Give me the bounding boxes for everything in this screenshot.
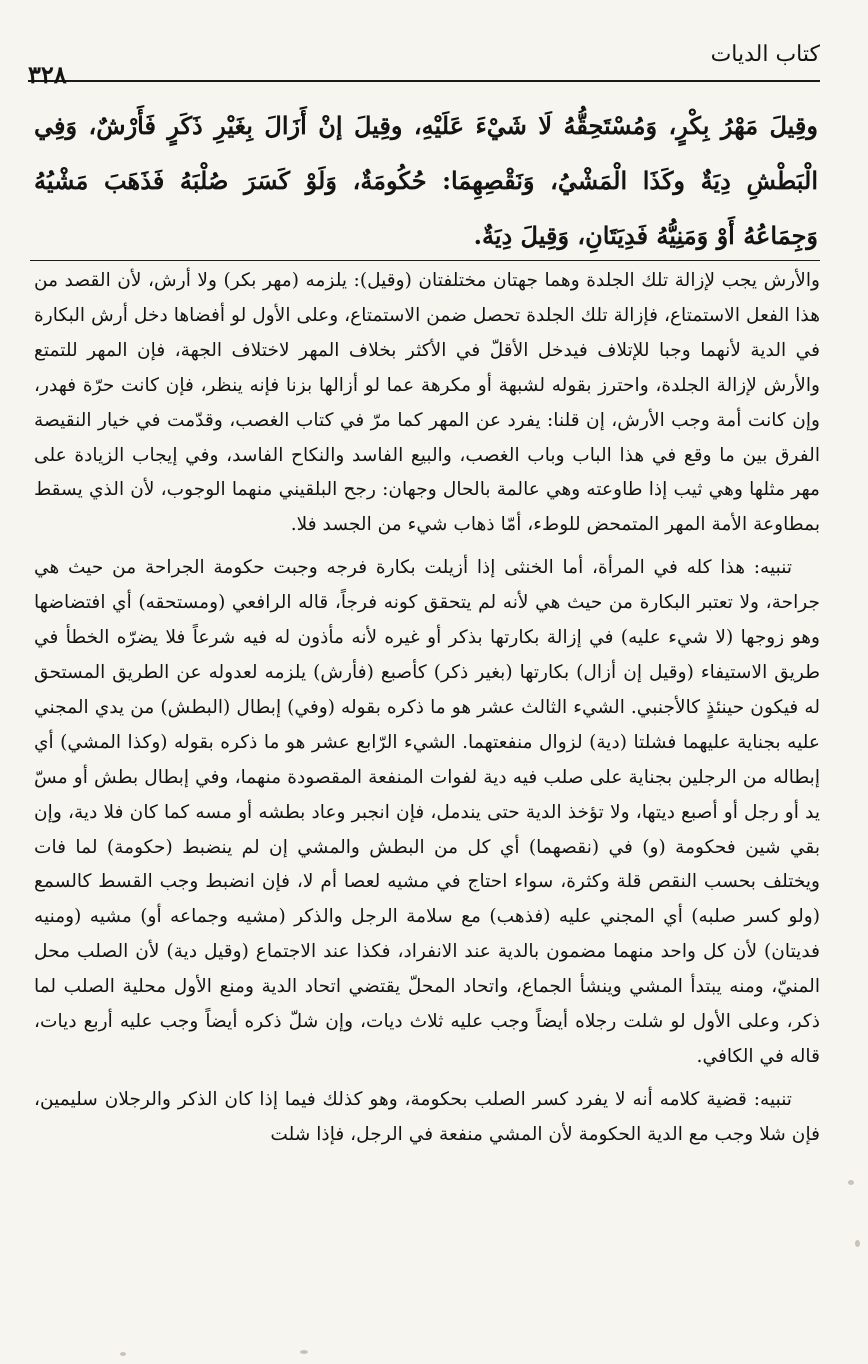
- sharh-commentary: [34, 264, 820, 1153]
- scan-noise: [300, 1350, 308, 1354]
- page-header: [28, 38, 820, 89]
- running-title: كتاب الديات: [710, 42, 820, 67]
- matn-text: وقِيلَ مَهْرُ بِكْرٍ، وَمُسْتَحِقُّهُ لَا شَيْءَ عَلَيْهِ، وقِيلَ إنْ أَزَالَ بِغَيْرِ ذَكَرٍ فَأَرْشٌ، وَفِي الْبَطْشِ دِيَةٌ وكَذَا الْمَشْيُ، وَنَقْصِهِمَا: حُكُومَةٌ، وَلَوْ كَسَرَ صُلْبَهُ فَذَهَبَ مَشْيُهُ وَجِمَاعُهُ أَوْ وَمَنِيُّهُ فَدِيَتَانِ، وَقِيلَ دِيَةٌ.: [34, 111, 818, 250]
- section-divider: [30, 260, 820, 261]
- tanbih-paragraph-1: تنبيه: هذا كله في المرأة، أما الخنثى إذا أزيلت بكارة فرجه وجبت حكومة الجراحة من حيث هي جراحة، ولا تعتبر البكارة من حيث هي لأنه لم يتحقق كونه فرجاً، قاله الرافعي (ومستحقه) أي افتضاضها وهو زوجها (لا شيء عليه) في إزالة بكارتها بذكر أو غيره لأنه مأذون له فيه شرعاً فلا يضرّه الخطأ في طريق الاستيفاء (وقيل إن أزال) بكارتها (بغير ذكر) كأصبع (فأرش) يلزمه لعدوله عن الطريق المستحق له فيكون حينئذٍ كالأجنبي. الشيء الثالث عشر هو ما ذكره بقوله (وفي) إبطال (البطش) من يدي المجني عليه بجناية عليهما فشلتا (دية) لزوال منفعتهما. الشيء الرّابع عشر هو ما ذكره بقوله (وكذا المشي) أي إبطاله من الرجلين بجناية على صلب فيه دية لفوات المنفعة المقصودة منهما، وفي إبطال بطش أو مسّ يد أو رجل أو أصبع ديتها، ولا تؤخذ الدية حتى يندمل، فإن انجبر وعاد بطشه أو مسه كما كان فلا دية، وإن بقي شين فحكومة (و) في (نقصهما) أي كل من البطش والمشي إن لم ينضبط (حكومة) لما فات ويختلف بحسب النقص قلة وكثرة، سواء احتاج في مشيه لعصا أم لا، فإن انضبط وجب القسط كالسمع (ولو كسر صلبه) أي المجني عليه (فذهب) مع سلامة الرجل والذكر (مشيه وجماعه أو) مشيه (ومنيه فديتان) لأن كل واحد منهما مضمون بالدية عند الانفراد، فكذا عند الاجتماع (وقيل دية) لأن الصلب محل المنيّ، ومنه يبتدأ المشي وينشأ الجماع، واتحاد المحلّ يقتضي اتحاد الدية ومنع الأول محلية الصلب لما ذكر، وعلى الأول لو شلت رجلاه أيضاً وجب عليه ثلاث ديات، وإن شلّ ذكره أيضاً وجب عليه أربع ديات، قاله في الكافي.: [34, 557, 821, 1067]
- scan-noise: [855, 1240, 860, 1247]
- sharh-paragraph-1: والأرش يجب لإزالة تلك الجلدة وهما جهتان مختلفتان (وقيل): يلزمه (مهر بكر) ولا أرش، لأن القصد من هذا الفعل الاستمتاع، فإزالة تلك الجلدة تحصل ضمن الاستمتاع، وعلى الأول لو أفضاها دخل أرش البكارة في الدية لأنهما وجبا للإتلاف فيدخل الأقلّ في الأكثر بخلاف المهر لاختلاف الجهة، فإن المهر للتمتع والأرش لإزالة الجلدة، واحترز بقوله لشبهة أو مكرهة عما لو أزالها بزنا فإنه ينظر، فإن كانت حرّة فهدر، وإن كانت أمة وجب الأرش، إن قلنا: يفرد عن المهر كما مرّ في كتاب الغصب، وقدّمت في خيار النقيصة الفرق بين ما وقع في هذا الباب وباب الغصب، والبيع الفاسد والنكاح الفاسد، وفي إيجاب الزيادة على مهر مثلها وهي ثيب إذا طاوعته وهي عالمة بالحال وجهان: رجح البلقيني منهما الوجوب، لأن الذي يسقط بمطاوعة الأمة المهر المتمحض للوطء، أمّا ذهاب شيء من الجسد فلا.: [34, 270, 820, 536]
- scan-noise: [848, 1180, 854, 1185]
- tanbih-paragraph-2: تنبيه: قضية كلامه أنه لا يفرد كسر الصلب بحكومة، وهو كذلك فيما إذا كان الذكر والرجلان سليمين، فإن شلا وجب مع الدية الحكومة لأن المشي منفعة في الرجل، فإذا شلت: [34, 1088, 820, 1145]
- scan-noise: [120, 1352, 126, 1356]
- page-number: ٣٢٨: [28, 60, 67, 89]
